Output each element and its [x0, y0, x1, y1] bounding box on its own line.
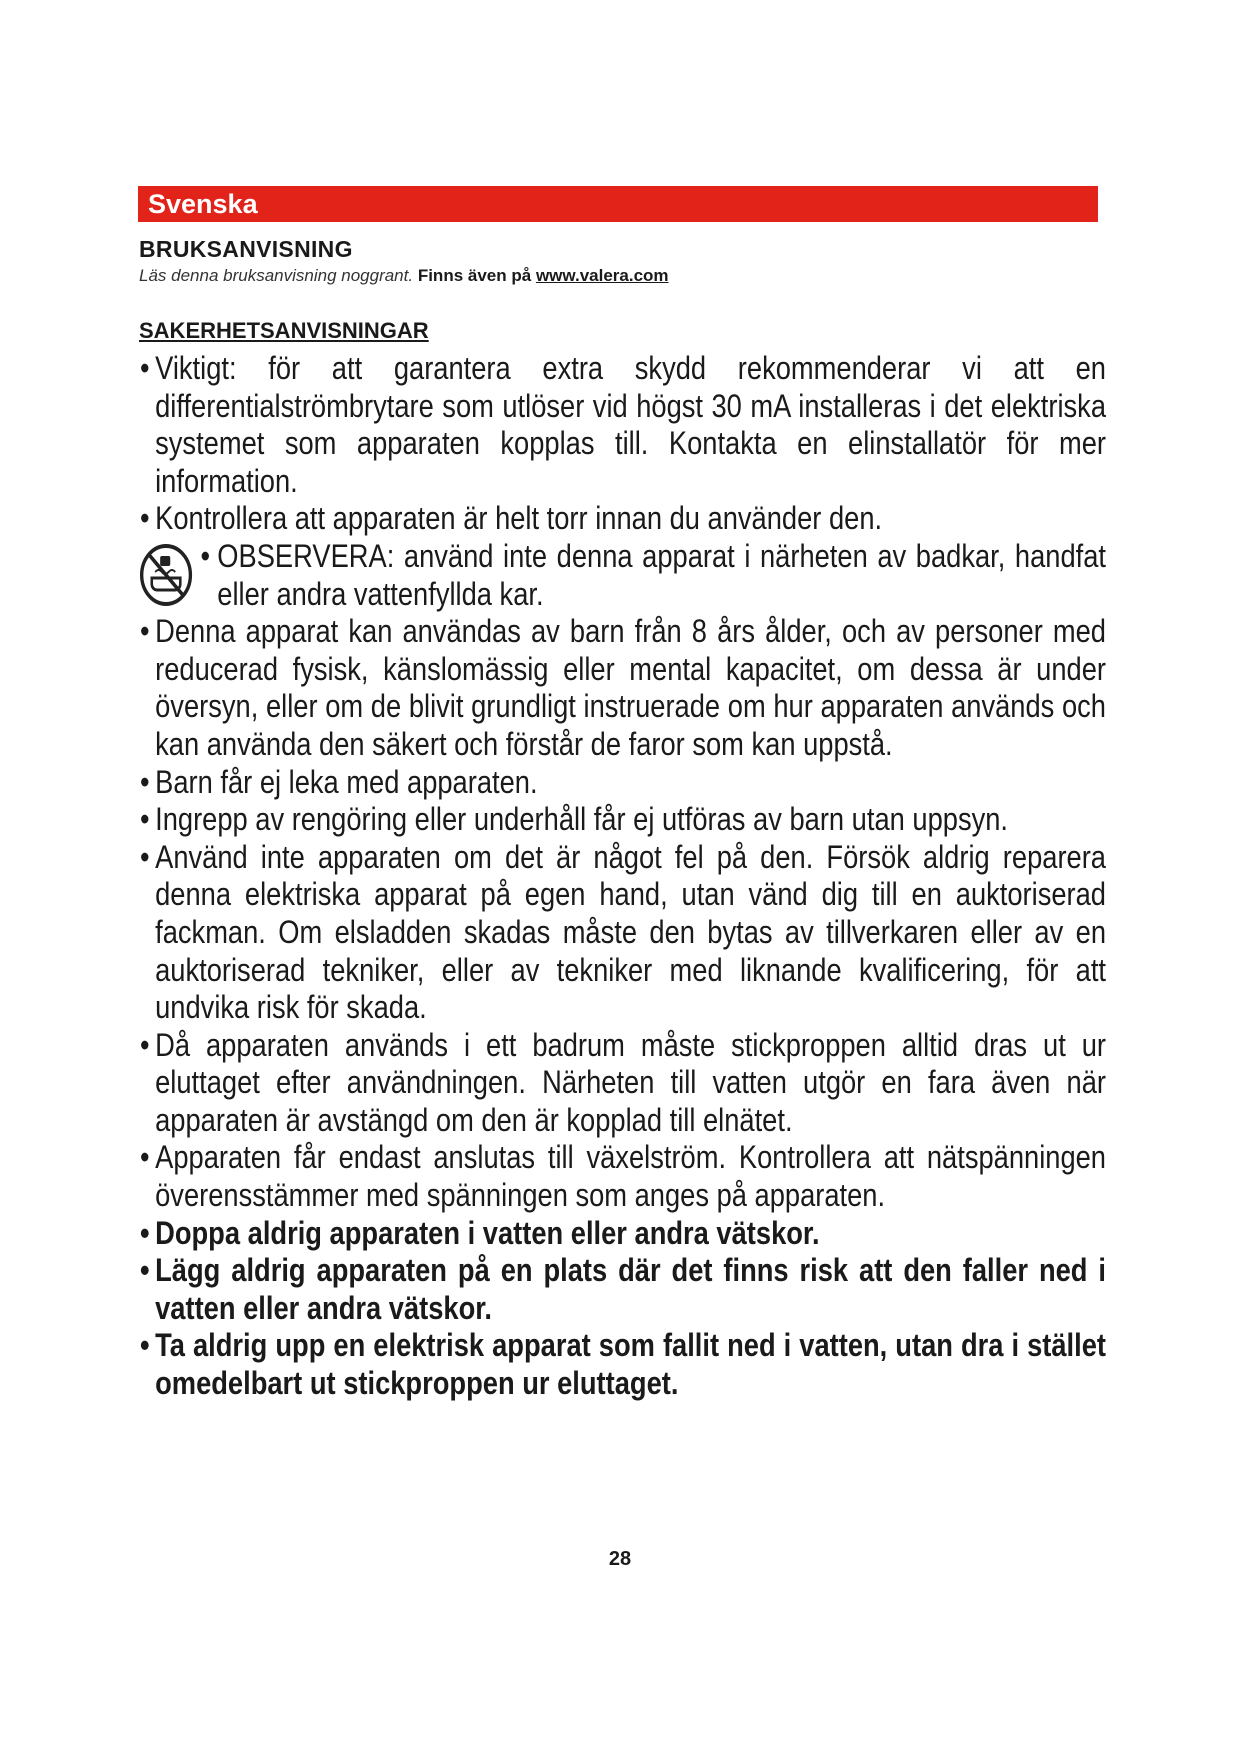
- item-text: Kontrollera att apparaten är helt torr innan du använder den.: [155, 500, 883, 537]
- intro-bold: Finns även på: [417, 266, 532, 285]
- list-item: [140, 1139, 1106, 1214]
- item-text: Barn får ej leka med apparaten.: [155, 763, 538, 800]
- item-text: Ta aldrig upp en elektrisk apparat som fallit ned i vatten, utan dra i stället omedelbart ut stickproppen ur eluttaget.: [155, 1327, 1106, 1402]
- bullet: •: [140, 1252, 150, 1289]
- item-text: Ingrepp av rengöring eller underhåll får ej utföras av barn utan uppsyn.: [155, 801, 1009, 838]
- list-item: [140, 801, 1106, 839]
- website-link[interactable]: www.valera.com: [535, 266, 669, 285]
- item-text: Använd inte apparaten om det är något fel på den. Försök aldrig reparera denna elektriska apparat på egen hand, utan vänd dig till en auktoriserad fackman. Om elsladden skadas måste den bytas av tillverkaren eller av en auktoriserad tekniker, eller av tekniker med liknande kvalificering, för att undvika risk för skada.: [155, 838, 1106, 1026]
- no-bathtub-warning-icon: [138, 542, 193, 608]
- item-text: Denna apparat kan användas av barn från 8 års ålder, och av personer med reducerad fysisk, känslomässig eller mental kapacitet, om dessa är under översyn, eller om de blivit grundligt instruerade om hur apparaten används och kan använda den säkert och förstår de faror som kan uppstå.: [155, 613, 1106, 762]
- list-item: [140, 764, 1106, 802]
- item-text: Lägg aldrig apparaten på en plats där det finns risk att den faller ned i vatten eller andra vätskor.: [155, 1252, 1106, 1326]
- list-item-warning: [140, 538, 1106, 613]
- intro-italic: Läs denna bruksanvisning noggrant.: [139, 266, 414, 285]
- list-item: [140, 613, 1106, 763]
- bullet: •: [200, 537, 211, 574]
- item-text: OBSERVERA: använd inte denna apparat i närheten av badkar, handfat eller andra vattenfyllda kar.: [217, 537, 1106, 612]
- manual-title: BRUKSANVISNING: [139, 236, 353, 262]
- bullet: •: [140, 1214, 150, 1251]
- item-text: Doppa aldrig apparaten i vatten eller andra vätskor.: [155, 1214, 820, 1251]
- bullet: •: [140, 1139, 150, 1176]
- list-item: [140, 1027, 1106, 1140]
- bullet: •: [140, 838, 150, 875]
- bullet: •: [140, 613, 150, 650]
- item-text: Då apparaten används i ett badrum måste stickproppen alltid dras ut ur eluttaget efter användningen. Närheten till vatten utgör en fara även när apparaten är avstängd om den är kopplad till elnätet.: [155, 1026, 1106, 1138]
- bullet: •: [140, 763, 150, 800]
- bullet: •: [140, 500, 150, 537]
- list-item: [140, 839, 1106, 1027]
- bullet: •: [140, 1026, 150, 1063]
- bullet: •: [140, 350, 150, 386]
- list-item-bold: [140, 1327, 1106, 1402]
- intro-line: [139, 266, 669, 286]
- bullet: •: [140, 801, 150, 838]
- list-item: [140, 350, 1106, 500]
- list-item-bold: [140, 1252, 1106, 1327]
- list-item: [140, 500, 1106, 538]
- item-text: Apparaten får endast anslutas till växelström. Kontrollera att nätspänningen överensstämmer med spänningen som anges på apparaten.: [155, 1139, 1106, 1214]
- page-number: 28: [608, 1548, 632, 1570]
- item-text: Viktigt: för att garantera extra skydd rekommenderar vi att en differentialströmbrytare som utlöser vid högst 30 mA installeras i det elektriska systemet som apparaten kopplas till. Kontakta en elinstallatör för mer information.: [155, 350, 1106, 499]
- list-item-bold: [140, 1215, 1106, 1253]
- bullet: •: [140, 1327, 150, 1364]
- safety-heading: SAKERHETSANVISNINGAR: [139, 318, 429, 343]
- language-header: Svenska: [138, 186, 1098, 222]
- safety-list: [140, 350, 1106, 1403]
